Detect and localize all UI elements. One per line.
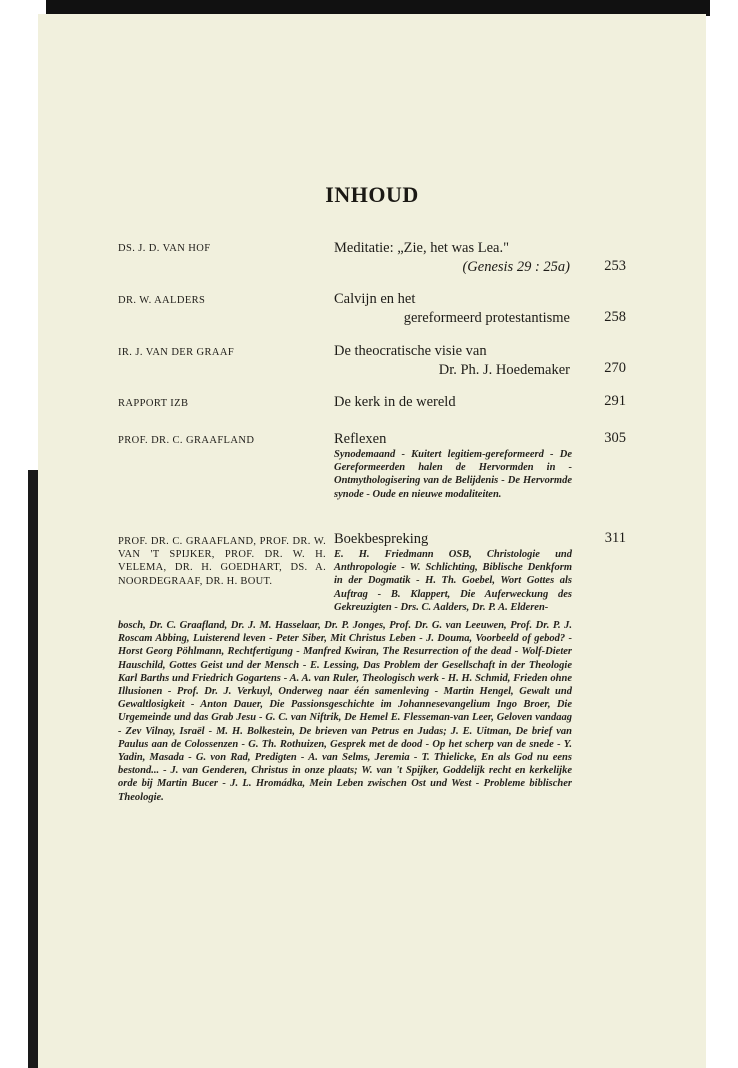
toc-page-number: 258 — [604, 309, 626, 325]
toc-author: DR. W. AALDERS — [118, 295, 206, 306]
toc-entry — [334, 393, 570, 412]
toc-entry-title-continued: Dr. Ph. J. Hoedemaker — [438, 362, 570, 378]
toc-page-number: 311 — [604, 530, 626, 546]
toc-entry — [334, 430, 570, 449]
toc-entry-title: Calvijn en het — [334, 291, 416, 307]
book-reviews-list: E. H. Friedmann OSB, Christologie und Anthropologie - W. Schlichting, Biblische Denkform in der Dogmatik - H. Th. Goebel, Wort Gottes als Auftrag - B. Klappert, Die Auferweckung des Gekreuzigten - Drs. C. Aalders, Dr. P. A. Elderen- — [334, 549, 572, 613]
toc-entry — [334, 239, 570, 277]
toc-entry — [334, 290, 570, 328]
document-page — [38, 14, 706, 1068]
toc-page-number: 253 — [604, 258, 626, 274]
page-title: INHOUD — [325, 182, 419, 207]
toc-page-number: 270 — [604, 360, 626, 376]
toc-author: DS. J. D. VAN HOF — [118, 243, 211, 254]
toc-entry-title: De theocratische visie van — [334, 343, 487, 359]
toc-entry-title: De kerk in de wereld — [334, 394, 456, 410]
toc-author: PROF. DR. C. GRAAFLAND — [118, 435, 255, 446]
toc-author: IR. J. VAN DER GRAAF — [118, 347, 235, 358]
toc-entry-title: Meditatie: „Zie, het was Lea." — [334, 240, 510, 256]
toc-author: PROF. DR. C. GRAAFLAND, PROF. DR. W. VAN 'T SPIJKER, PROF. DR. W. H. VELEMA, DR. H. GOEDHART, DS. A. NOORDEGRAAF, DR. H. BOUT. — [118, 536, 326, 587]
toc-author: RAPPORT IZB — [118, 398, 189, 409]
book-reviews-list-continued: bosch, Dr. C. Graafland, Dr. J. M. Hasselaar, Dr. P. Jonges, Prof. Dr. G. van Leeuwen, Prof. Dr. P. J. Roscam Abbing, Luisterend leven - Peter Siber, Mit Christus Leben - J. Douma, Voorbeeld of gebod? - Horst Georg Pöhlmann, Rechtfertigung - Manfred Kwiran, The Resurrection of the dead - Wolf-Dieter Hauschild, Gottes Geist und der Mensch - E. Lessing, Das Problem der Gesellschaft in der Theologie Karl Barths und Friedrich Gogartens - A. A. van Ruler, Theologisch werk - H. H. Schmid, Frieden ohne Illusionen - Prof. Dr. J. Verkuyl, Onderweg naar één samenleving - Martin Hengel, Gewalt und Gewaltlosigkeit - Anton Dauer, Die Passionsgeschichte im Johannesevangelium Ingo Broer, Die Urgemeinde und das Grab Jesu - G. C. van Niftrik, De Hemel E. Flesseman-van Leer, Geloven vandaag - Zev Vilnay, Israël - M. H. Bolkestein, De brieven van Petrus en Judas; J. E. Uitman, De brief van Paulus aan de Colossenzen - G. Th. Rothuizen, Gesprek met de dood - Op het scherp van de snede - Y. Yadin, Masada - G. von Rad, Predigten - A. van Selms, Jeremia - T. Thielicke, En als God nu eens bestond... - J. van Genderen, Christus in onze plaats; W. van 't Spijker, Goddelijk recht en kerkelijke orde bij Martin Bucer - J. L. Hromádka, Mein Leben zwischen Ost und West - Probleme biblischer Theologie. — [118, 620, 572, 803]
toc-entry-title-continued: (Genesis 29 : 25a) — [462, 259, 570, 275]
toc-entry-title: Boekbespreking — [334, 531, 429, 547]
toc-entry — [334, 530, 570, 549]
toc-page-number: 291 — [604, 393, 626, 409]
toc-page-number: 305 — [604, 430, 626, 446]
toc-entry — [334, 342, 570, 380]
toc-entry-title: Reflexen — [334, 431, 387, 447]
scan-edge-left — [28, 470, 38, 1068]
toc-entry-subtitle: Synodemaand - Kuitert legitiem-gereformeerd - De Gereformeerden halen de Hervormden in - Ontmythologisering van de Belijdenis - De Hervormde synode - Oude en nieuwe modaliteiten. — [334, 449, 572, 500]
toc-entry-title-continued: gereformeerd protestantisme — [403, 310, 570, 326]
